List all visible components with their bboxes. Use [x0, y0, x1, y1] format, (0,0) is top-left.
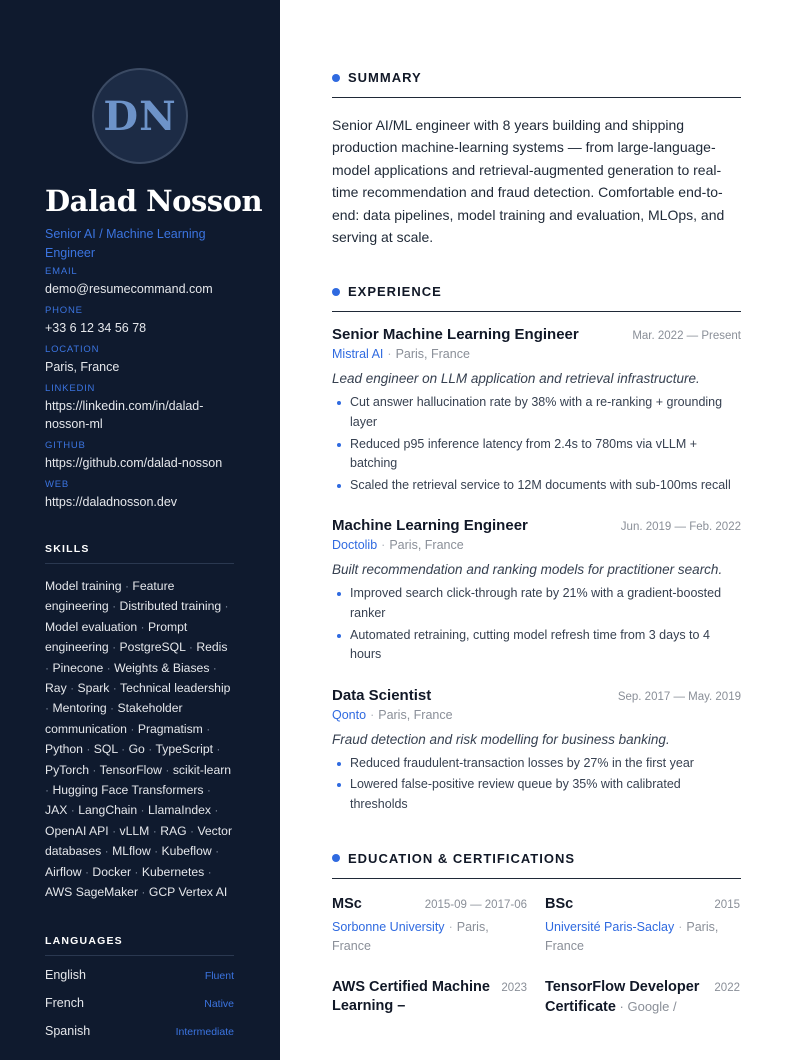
skill-item: Stakeholder communication [45, 701, 183, 736]
skills-heading: SKILLS [45, 543, 234, 564]
meta-separator: · [387, 347, 392, 362]
skill-separator: · [108, 599, 120, 614]
skill-separator: · [161, 762, 173, 777]
skill-separator: · [186, 823, 198, 838]
skill-item: scikit-learn [172, 762, 232, 777]
location-value: Paris, France [45, 360, 120, 374]
institution-name: Université Paris-Saclay [545, 919, 675, 934]
language-name: French [45, 995, 84, 1010]
skills-section [45, 543, 234, 903]
education-meta [332, 918, 527, 956]
skill-item: LangChain [78, 803, 138, 818]
skill-separator: · [150, 844, 162, 859]
education-dates: 2015 [714, 898, 740, 911]
job-bullet: Reduced p95 inference latency from 2.4s to 780ms via vLLM + batching [332, 435, 741, 474]
job-entry [332, 687, 741, 815]
language-level: Intermediate [175, 1025, 234, 1038]
skill-separator: · [45, 701, 53, 716]
section-dot-icon [332, 854, 340, 862]
skill-item: Model evaluation [45, 619, 138, 634]
skill-item: GCP Vertex AI [148, 885, 228, 900]
candidate-headline: Senior AI / Machine Learning Engineer [45, 227, 206, 260]
education-heading [332, 851, 741, 879]
experience-section [332, 284, 741, 814]
language-row [45, 968, 234, 996]
skill-item: Technical leadership [120, 681, 231, 696]
skill-item: JAX [45, 803, 68, 818]
job-bullet: Automated retraining, cutting model refresh time from 3 days to 4 hours [332, 626, 741, 665]
job-dates: Jun. 2019 — Feb. 2022 [620, 521, 741, 534]
skill-item: Kubeflow [161, 844, 212, 859]
institution-location: Paris, France [545, 919, 719, 953]
job-location: Paris, France [378, 707, 453, 722]
skill-separator: · [108, 823, 120, 838]
skill-item: Docker [92, 864, 132, 879]
skill-item: Pinecone [52, 660, 104, 675]
company-name: Doctolib [332, 538, 378, 553]
skill-separator: · [202, 721, 211, 736]
skill-item: Mentoring [52, 701, 107, 716]
skill-item: Spark [77, 681, 110, 696]
skill-item: RAG [160, 823, 187, 838]
job-description: Lead engineer on LLM application and retrieval infrastructure. [332, 371, 700, 387]
skill-separator: · [137, 803, 149, 818]
education-entry [545, 895, 740, 956]
contact-github [45, 439, 234, 472]
job-bullet: Cut answer hallucination rate by 38% with a re-ranking + grounding layer [332, 393, 741, 432]
language-name: Spanish [45, 1023, 91, 1038]
education-entry [332, 895, 527, 956]
skill-separator: · [117, 742, 129, 757]
language-row [45, 1024, 234, 1052]
certification-dates: 2022 [714, 981, 740, 994]
skill-separator: · [204, 864, 212, 879]
main-content [280, 0, 794, 1060]
email-value[interactable]: demo@resumecommand.com [45, 282, 213, 296]
skill-separator: · [213, 742, 221, 757]
certification-title: AWS Certified Machine Learning – [332, 978, 490, 1014]
skill-item: Prompt engineering [45, 619, 188, 655]
skill-separator: · [203, 783, 211, 798]
language-level: Fluent [204, 969, 234, 982]
skill-item: PostgreSQL [119, 640, 186, 655]
skill-item: Feature engineering [45, 579, 175, 614]
skill-item: Weights & Biases [114, 660, 210, 675]
skill-item: Pragmatism [137, 721, 203, 736]
avatar-initials: DN [103, 92, 177, 140]
phone-value[interactable]: +33 6 12 34 56 78 [45, 321, 147, 335]
company-name: Mistral AI [332, 347, 384, 362]
job-dates: Mar. 2022 — Present [632, 330, 741, 343]
skill-separator: · [221, 599, 229, 614]
job-location: Paris, France [395, 347, 470, 362]
skill-separator: · [89, 762, 100, 777]
skill-separator: · [126, 721, 138, 736]
job-title: Data Scientist [332, 686, 432, 704]
candidate-name: Dalad Nosson [45, 184, 263, 218]
education-grid [332, 895, 741, 1017]
certification-issuer: Google / [627, 998, 677, 1014]
language-level: Native [204, 997, 234, 1010]
contact-label: PHONE [45, 305, 83, 316]
job-location: Paris, France [389, 538, 464, 553]
skill-separator: · [106, 701, 118, 716]
certification-entry [545, 978, 740, 1017]
section-title-text: EDUCATION & CERTIFICATIONS [348, 850, 576, 866]
languages-heading: LANGUAGES [45, 935, 234, 956]
skill-separator: · [131, 864, 142, 879]
job-meta [332, 708, 741, 722]
certification-title [545, 978, 714, 1017]
certification-entry [332, 978, 527, 1017]
linkedin-link[interactable]: https://linkedin.com/in/dalad-nosson-ml [45, 399, 204, 431]
skill-item: OpenAI API [45, 823, 109, 838]
skill-separator: · [45, 783, 53, 798]
summary-heading [332, 70, 741, 98]
meta-separator: · [370, 707, 375, 722]
skill-separator: · [121, 579, 133, 593]
section-dot-icon [332, 74, 340, 82]
skill-separator: · [81, 864, 93, 879]
skill-separator: · [108, 640, 120, 655]
meta-separator: · [678, 919, 683, 934]
sidebar [0, 0, 280, 1060]
skill-item: TensorFlow [99, 762, 162, 777]
avatar [92, 68, 188, 164]
skill-item: Python [45, 742, 83, 757]
job-dates: Sep. 2017 — May. 2019 [617, 690, 741, 703]
language-name: English [45, 967, 86, 982]
skill-item: Redis [196, 640, 228, 655]
summary-section [332, 70, 741, 248]
skill-separator: · [67, 803, 79, 818]
job-bullet: Reduced fraudulent-transaction losses by 27% in the first year [332, 754, 741, 774]
education-section [332, 851, 741, 1017]
skill-item: Go [128, 742, 145, 757]
meta-separator: · [381, 538, 386, 553]
contact-linkedin [45, 382, 234, 433]
skill-item: Airflow [45, 864, 82, 879]
skill-item: vLLM [119, 823, 150, 838]
skill-separator: · [109, 681, 120, 696]
section-title-text: SUMMARY [348, 70, 422, 85]
job-bullets [332, 584, 741, 664]
language-row [45, 996, 234, 1024]
skill-item: Hugging Face Transformers [52, 783, 204, 798]
experience-heading [332, 284, 741, 312]
job-description: Fraud detection and risk modelling for business banking. [332, 731, 670, 747]
skill-separator: · [101, 844, 113, 859]
skill-separator: · [82, 742, 94, 757]
contact-label: LOCATION [45, 344, 100, 355]
meta-separator: · [615, 998, 628, 1014]
certification-title-text: TensorFlow Developer Certificate [545, 978, 700, 1015]
skill-separator: · [103, 660, 115, 675]
job-title: Machine Learning Engineer [332, 517, 528, 535]
skill-item: PyTorch [45, 762, 90, 777]
skill-separator: · [149, 823, 161, 838]
contact-phone [45, 304, 234, 337]
meta-separator: · [448, 919, 453, 934]
summary-text: Senior AI/ML engineer with 8 years building and shipping production machine-learning systems — from large-language-model applications and retrieval-augmented generation to real-time recommendation and fraud detection. Comfortable end-to-end: data pipelines, model training and evaluation, MLOps, and serving at scale. [332, 117, 725, 246]
skills-list [45, 576, 234, 903]
skill-item: Distributed training [119, 599, 222, 614]
education-dates: 2015-09 — 2017-06 [424, 898, 527, 911]
skill-separator: · [45, 660, 53, 675]
skill-item: Vector databases [45, 823, 233, 859]
job-description: Built recommendation and ranking models for practitioner search. [332, 562, 723, 578]
skill-separator: · [144, 742, 156, 757]
job-bullet: Lowered false-positive review queue by 35% with calibrated thresholds [332, 775, 741, 814]
job-bullets [332, 754, 741, 815]
languages-section [45, 935, 234, 1052]
skill-separator: · [209, 660, 217, 675]
job-entry [332, 326, 741, 495]
skill-item: AWS SageMaker [45, 885, 139, 900]
institution-name: Sorbonne University [332, 919, 445, 934]
skill-separator: · [211, 844, 220, 859]
job-meta [332, 347, 741, 361]
section-dot-icon [332, 288, 340, 296]
job-title: Senior Machine Learning Engineer [332, 326, 579, 344]
skill-item: Ray [45, 681, 67, 696]
degree-title: MSc [332, 895, 362, 912]
certification-dates: 2023 [501, 981, 527, 994]
skill-item: Model training [45, 579, 122, 593]
skill-item: MLflow [112, 844, 151, 859]
contact-email [45, 265, 234, 298]
contact-location [45, 343, 234, 376]
skill-item: TypeScript [155, 742, 214, 757]
skill-separator: · [185, 640, 197, 655]
contact-list [45, 265, 234, 511]
contact-label: LINKEDIN [45, 383, 96, 394]
contact-label: EMAIL [45, 266, 78, 277]
degree-title: BSc [545, 895, 574, 912]
education-meta [545, 918, 740, 956]
job-bullet: Improved search click-through rate by 21% with a gradient-boosted ranker [332, 584, 741, 623]
job-entry [332, 517, 741, 664]
contact-label: WEB [45, 479, 70, 490]
institution-location: Paris, France [332, 919, 489, 953]
skill-item: Kubernetes [141, 864, 205, 879]
company-name: Qonto [332, 707, 367, 722]
skill-separator: · [66, 681, 78, 696]
skill-separator: · [137, 619, 148, 634]
website-link[interactable]: https://daladnosson.dev [45, 495, 178, 509]
job-meta [332, 538, 741, 552]
job-bullet: Scaled the retrieval service to 12M documents with sub-100ms recall [332, 476, 741, 496]
section-title-text: EXPERIENCE [348, 284, 442, 300]
languages-list [45, 968, 234, 1052]
contact-label: GITHUB [45, 440, 86, 451]
skill-item: LlamaIndex [148, 803, 212, 818]
contact-web [45, 478, 234, 511]
skill-separator: · [138, 885, 149, 900]
skill-item: SQL [93, 742, 118, 757]
skill-separator: · [211, 803, 219, 818]
job-bullets [332, 393, 741, 495]
github-link[interactable]: https://github.com/dalad-nosson [45, 456, 223, 470]
